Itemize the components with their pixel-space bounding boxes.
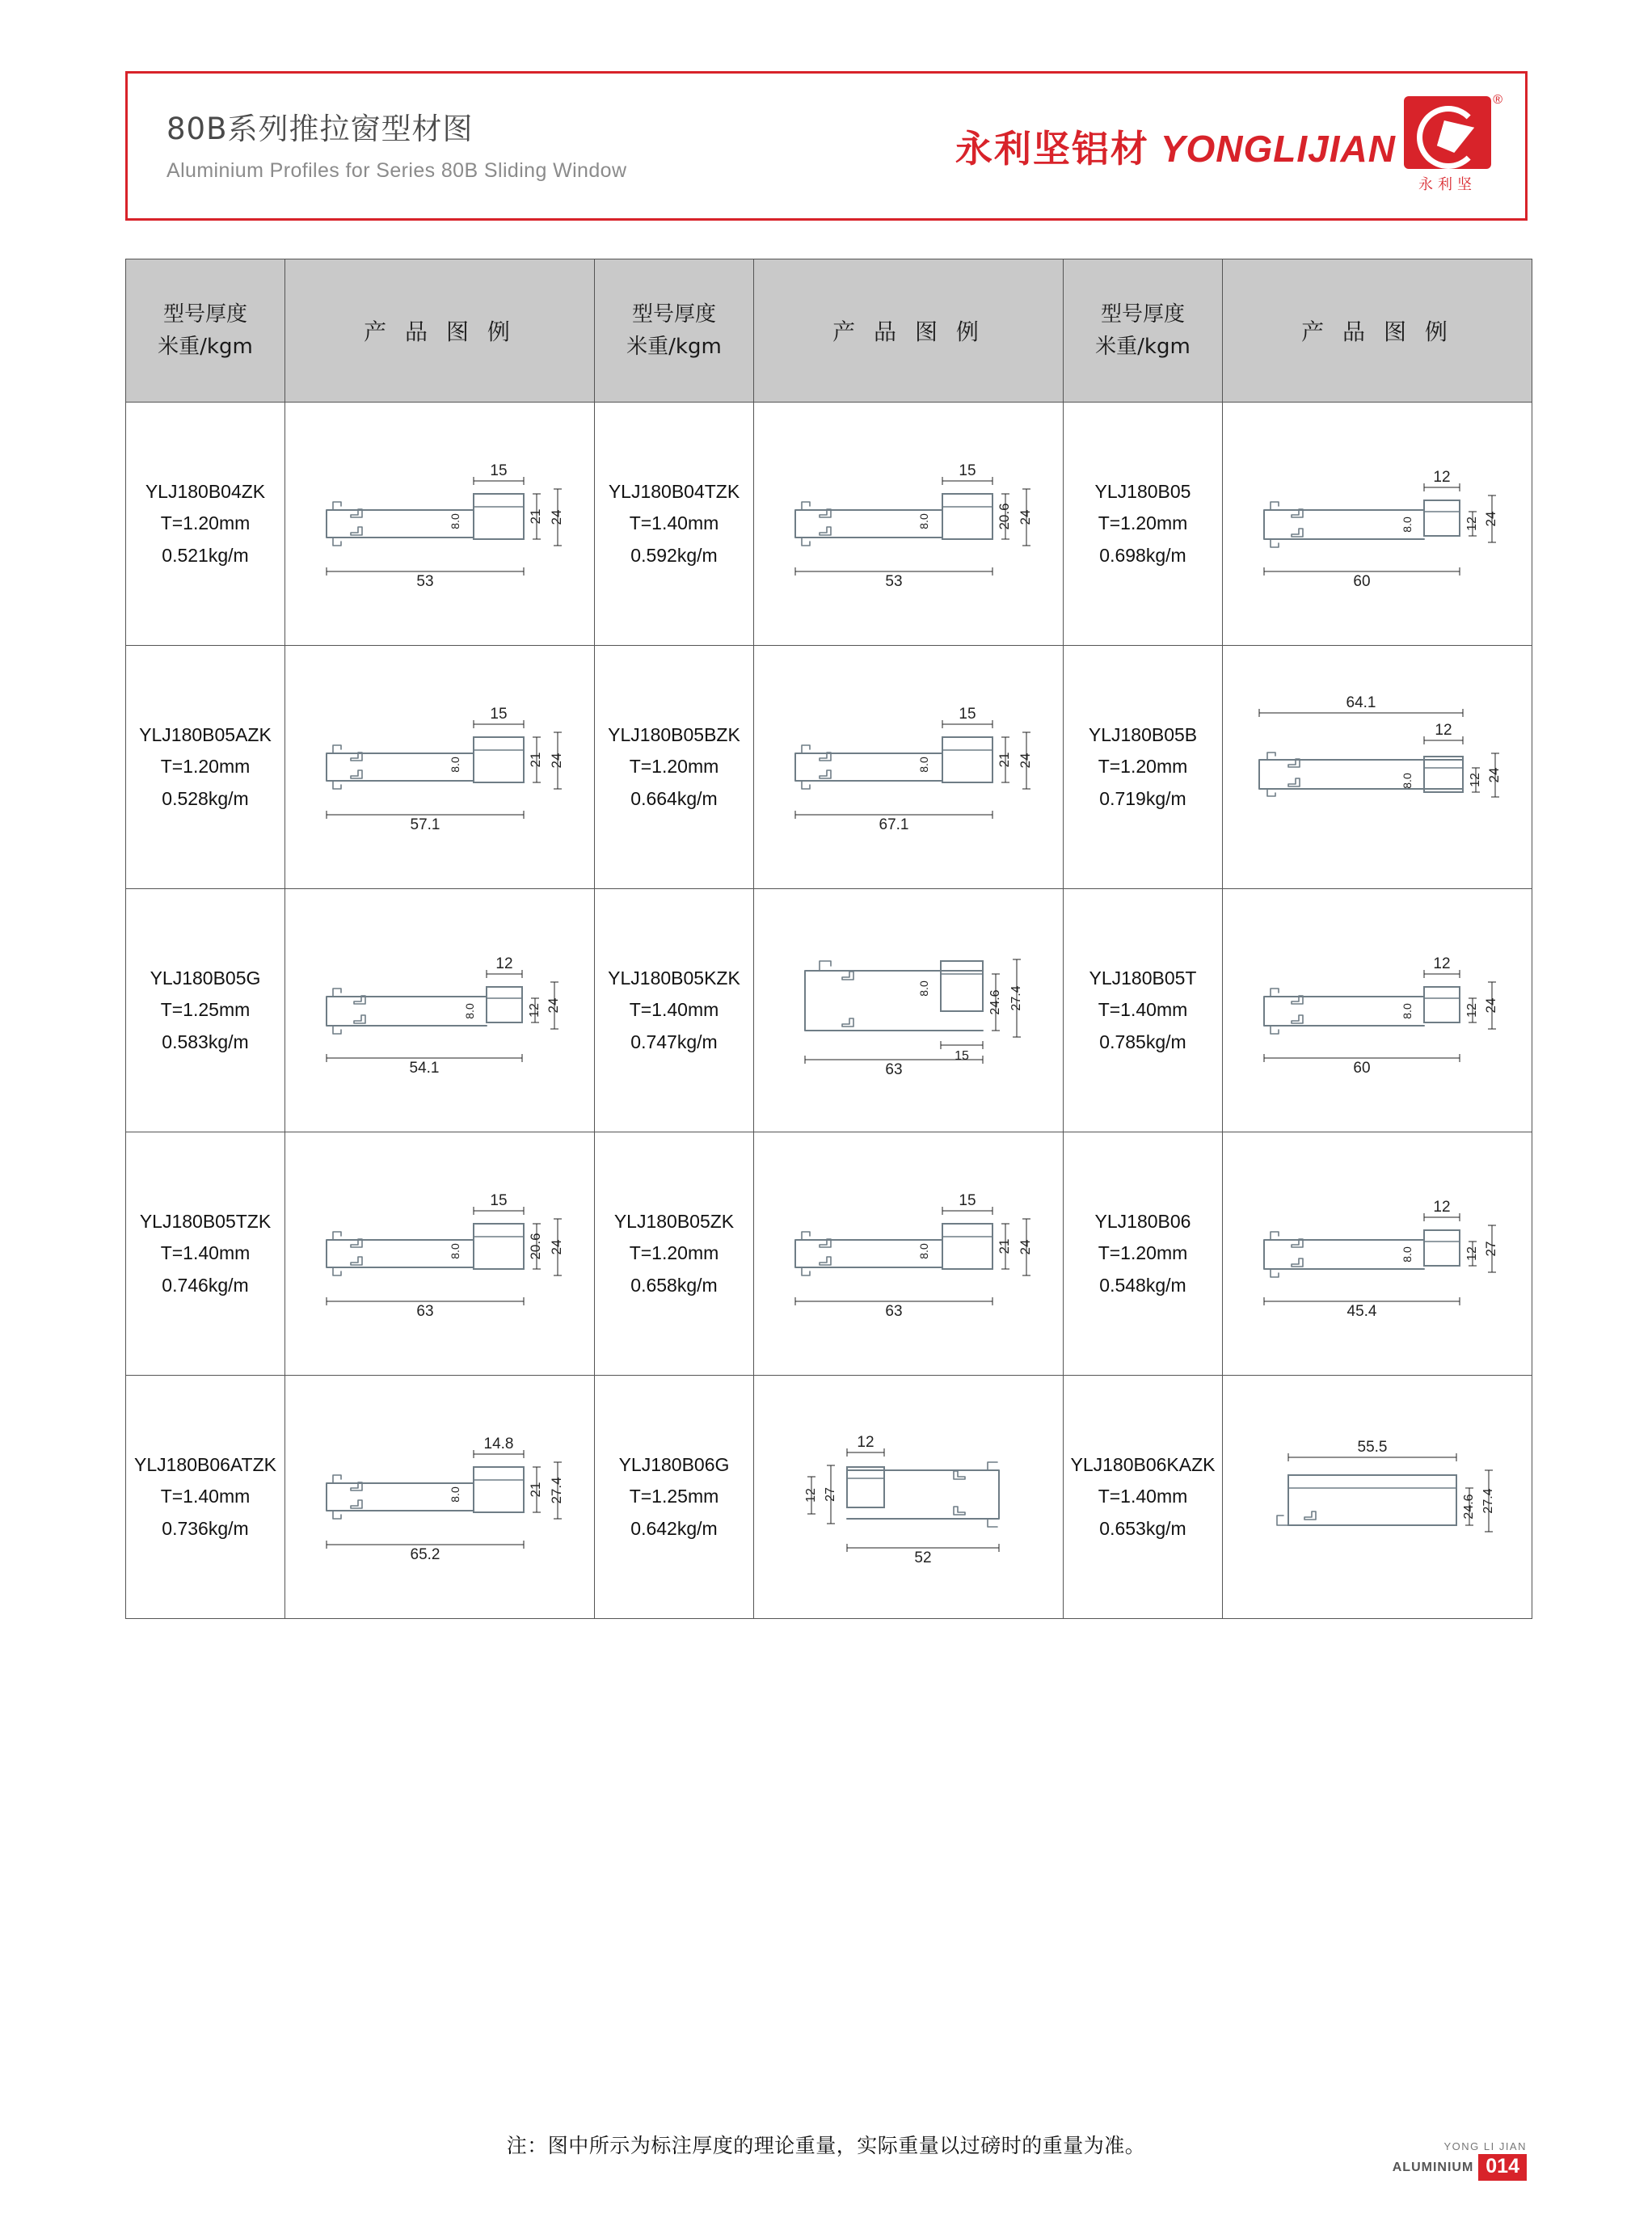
svg-text:24: 24: [1018, 509, 1033, 525]
profile-weight: 0.642kg/m: [630, 1517, 718, 1539]
profile-figure-cell: [754, 1132, 1064, 1376]
profile-spec-cell: [595, 1376, 754, 1619]
profile-cross-section-diagram: [754, 1384, 1063, 1610]
profile-figure-cell: [1223, 1376, 1532, 1619]
profile-cross-section-diagram: [754, 654, 1063, 880]
svg-text:53: 53: [885, 573, 903, 590]
profile-thickness: T=1.25mm: [629, 1486, 719, 1507]
svg-text:63: 63: [416, 1303, 434, 1320]
svg-text:54.1: 54.1: [409, 1060, 440, 1077]
svg-text:24: 24: [546, 997, 561, 1014]
header-figure-label-1: 产 品 图 例: [364, 318, 516, 345]
profile-cross-section-diagram: [754, 1140, 1063, 1367]
profile-model: YLJ180B05BZK: [608, 723, 740, 745]
profile-cross-section-diagram: [285, 1140, 594, 1367]
svg-text:24: 24: [1483, 511, 1498, 527]
profile-weight: 0.719kg/m: [1099, 787, 1186, 809]
profile-cross-section-diagram: [754, 897, 1063, 1124]
svg-text:12: 12: [804, 1488, 818, 1503]
profile-figure-cell: [285, 1376, 595, 1619]
profile-spec-cell: [126, 889, 285, 1132]
profile-figure-cell: [754, 1376, 1064, 1619]
profile-model: YLJ180B05T: [1089, 967, 1197, 989]
svg-text:12: 12: [528, 1003, 542, 1018]
profile-model: YLJ180B06G: [618, 1453, 730, 1475]
profile-thickness: T=1.20mm: [629, 756, 719, 778]
profile-spec-cell: [126, 403, 285, 646]
svg-text:21: 21: [528, 508, 543, 525]
page-title-cn: 80B系列推拉窗型材图: [166, 112, 474, 146]
profile-weight: 0.736kg/m: [162, 1517, 249, 1539]
svg-text:8.0: 8.0: [1401, 1003, 1414, 1019]
table-row: [126, 646, 1532, 889]
svg-text:12: 12: [1465, 1003, 1479, 1018]
svg-text:12: 12: [1465, 516, 1479, 531]
profile-weight: 0.664kg/m: [630, 787, 718, 809]
badge-company: YONG LI JIAN: [1443, 2140, 1527, 2152]
profile-thickness: T=1.20mm: [629, 1242, 719, 1264]
profile-thickness: T=1.20mm: [160, 756, 251, 778]
profile-weight: 0.528kg/m: [162, 787, 249, 809]
svg-text:12: 12: [1433, 955, 1451, 972]
svg-text:55.5: 55.5: [1357, 1439, 1388, 1456]
page-header: [125, 71, 1528, 221]
profile-weight: 0.746kg/m: [162, 1274, 249, 1296]
profile-model: YLJ180B06KAZK: [1070, 1453, 1216, 1475]
svg-text:8.0: 8.0: [463, 1003, 476, 1019]
profile-cross-section-diagram: [285, 1384, 594, 1610]
svg-text:24: 24: [1018, 1239, 1033, 1255]
svg-text:8.0: 8.0: [917, 1243, 930, 1259]
profile-thickness: T=1.20mm: [1098, 756, 1188, 778]
svg-text:8.0: 8.0: [449, 513, 461, 529]
profile-spec-cell: [1064, 889, 1223, 1132]
profile-figure-cell: [754, 889, 1064, 1132]
page-number: 014: [1478, 2154, 1527, 2181]
svg-text:27: 27: [1483, 1241, 1498, 1257]
svg-text:65.2: 65.2: [410, 1546, 440, 1563]
svg-text:8.0: 8.0: [917, 980, 930, 997]
profile-weight: 0.548kg/m: [1099, 1274, 1186, 1296]
profile-thickness: T=1.40mm: [629, 999, 719, 1021]
svg-text:8.0: 8.0: [1401, 516, 1414, 533]
badge-aluminium: ALUMINIUM: [1392, 2160, 1474, 2174]
profile-model: YLJ180B05KZK: [608, 967, 740, 989]
profile-model: YLJ180B04ZK: [145, 480, 266, 502]
profile-model: YLJ180B05AZK: [139, 723, 272, 745]
profile-weight: 0.653kg/m: [1099, 1517, 1186, 1539]
svg-text:8.0: 8.0: [449, 1486, 461, 1503]
profile-cross-section-diagram: [1223, 897, 1532, 1124]
profile-figure-cell: [285, 889, 595, 1132]
profile-weight: 0.592kg/m: [630, 544, 718, 566]
svg-text:12: 12: [495, 955, 513, 972]
profile-figure-cell: [754, 646, 1064, 889]
profile-cross-section-diagram: [1223, 654, 1532, 880]
svg-text:27.4: 27.4: [1009, 985, 1023, 1011]
profile-weight: 0.747kg/m: [630, 1031, 718, 1052]
svg-text:27.4: 27.4: [1481, 1488, 1495, 1514]
svg-text:45.4: 45.4: [1346, 1303, 1377, 1320]
brand-wordmark: [955, 120, 1396, 173]
profile-figure-cell: [285, 646, 595, 889]
profile-weight: 0.521kg/m: [162, 544, 249, 566]
profile-model: YLJ180B06ATZK: [133, 1453, 276, 1475]
profile-thickness: T=1.25mm: [160, 999, 251, 1021]
svg-text:24: 24: [549, 1239, 564, 1255]
profile-cross-section-diagram: [1223, 1384, 1532, 1610]
footer-note: 注：图中所示为标注厚度的理论重量，实际重量以过磅时的重量为准。: [506, 2134, 1146, 2157]
profile-spec-cell: [126, 1376, 285, 1619]
profile-spec-cell: [1064, 403, 1223, 646]
page-title-en: Aluminium Profiles for Series 80B Sliding Window: [166, 159, 627, 182]
svg-text:12: 12: [1469, 773, 1482, 787]
profile-spec-cell: [595, 403, 754, 646]
profile-spec-cell: [595, 1132, 754, 1376]
svg-text:12: 12: [1435, 722, 1452, 739]
svg-text:14.8: 14.8: [483, 1436, 514, 1452]
profile-weight: 0.658kg/m: [630, 1274, 718, 1296]
profile-model: YLJ180B04TZK: [608, 480, 740, 502]
svg-text:24: 24: [549, 753, 564, 769]
profile-cross-section-diagram: [1223, 411, 1532, 637]
profile-figure-cell: [1223, 403, 1532, 646]
profile-thickness: T=1.20mm: [1098, 512, 1188, 534]
brand-name-en: YONGLIJIAN: [1160, 128, 1396, 170]
svg-text:57.1: 57.1: [410, 816, 440, 833]
brand-name-cn: 永利坚铝材: [955, 127, 1149, 171]
table-row: [126, 1132, 1532, 1376]
svg-text:21: 21: [528, 1482, 543, 1498]
profile-thickness: T=1.40mm: [160, 1242, 251, 1264]
profiles-table: [125, 259, 1532, 1619]
profile-model: YLJ180B05: [1094, 480, 1191, 502]
svg-text:21: 21: [997, 1238, 1012, 1254]
svg-text:15: 15: [490, 462, 508, 479]
svg-text:15: 15: [490, 1192, 508, 1209]
svg-text:24: 24: [1486, 767, 1502, 783]
company-logo: [1404, 93, 1504, 200]
header-model-line2: 米重/kgm: [158, 335, 253, 359]
profile-figure-cell: [1223, 889, 1532, 1132]
svg-text:24.6: 24.6: [1462, 1494, 1476, 1520]
svg-text:63: 63: [885, 1303, 903, 1320]
profile-cross-section-diagram: [285, 411, 594, 637]
profile-figure-cell: [1223, 1132, 1532, 1376]
svg-text:52: 52: [914, 1549, 932, 1566]
svg-text:24: 24: [1483, 997, 1498, 1014]
header-figure-label-2: 产 品 图 例: [832, 318, 984, 345]
svg-text:8.0: 8.0: [917, 513, 930, 529]
profile-figure-cell: [285, 1132, 595, 1376]
svg-text:12: 12: [1433, 469, 1451, 486]
logo-mark-icon: [1404, 96, 1491, 169]
header-model-line1-3: 型号厚度: [1100, 301, 1185, 327]
svg-text:53: 53: [416, 573, 434, 590]
svg-text:20.6: 20.6: [997, 503, 1012, 530]
profile-cross-section-diagram: [285, 654, 594, 880]
profile-cross-section-diagram: [285, 897, 594, 1124]
svg-text:64.1: 64.1: [1346, 694, 1376, 711]
profile-cross-section-diagram: [1223, 1140, 1532, 1367]
svg-text:8.0: 8.0: [1401, 773, 1414, 789]
table-head: [126, 259, 1532, 403]
svg-text:63: 63: [885, 1061, 903, 1078]
table-header-row: [126, 259, 1532, 403]
svg-text:21: 21: [528, 752, 543, 768]
profile-spec-cell: [1064, 1376, 1223, 1619]
profile-model: YLJ180B06: [1094, 1210, 1191, 1232]
svg-text:8.0: 8.0: [1401, 1246, 1414, 1263]
profile-model: YLJ180B05G: [150, 967, 261, 989]
header-figure-1: [285, 259, 595, 403]
table-row: [126, 1376, 1532, 1619]
svg-text:15: 15: [959, 462, 976, 479]
svg-text:20.6: 20.6: [528, 1233, 543, 1260]
profile-spec-cell: [595, 889, 754, 1132]
header-figure-2: [754, 259, 1064, 403]
svg-text:15: 15: [490, 706, 508, 723]
header-model-line2-2: 米重/kgm: [626, 335, 722, 359]
profile-thickness: T=1.40mm: [629, 512, 719, 534]
svg-text:60: 60: [1353, 573, 1371, 590]
svg-text:60: 60: [1353, 1060, 1371, 1077]
profile-model: YLJ180B05TZK: [139, 1210, 272, 1232]
header-model-line2-3: 米重/kgm: [1095, 335, 1191, 359]
header-figure-label-3: 产 品 图 例: [1301, 318, 1453, 345]
header-model-line1-2: 型号厚度: [631, 301, 716, 327]
profile-weight: 0.583kg/m: [162, 1031, 249, 1052]
registered-trademark-icon: ®: [1493, 93, 1502, 107]
header-model-3: [1064, 259, 1223, 403]
svg-text:15: 15: [959, 1192, 976, 1209]
svg-text:24.6: 24.6: [988, 989, 1002, 1015]
svg-text:15: 15: [955, 1049, 969, 1063]
profile-spec-cell: [126, 1132, 285, 1376]
logo-subtitle: 永利坚: [1418, 176, 1477, 193]
profile-model: YLJ180B05ZK: [613, 1210, 735, 1232]
profile-spec-cell: [1064, 646, 1223, 889]
table-row: [126, 889, 1532, 1132]
svg-text:8.0: 8.0: [449, 757, 461, 773]
profile-cross-section-diagram: [754, 411, 1063, 637]
svg-text:21: 21: [997, 752, 1012, 768]
profile-thickness: T=1.20mm: [160, 512, 251, 534]
svg-text:24: 24: [1018, 753, 1033, 769]
profile-spec-cell: [126, 646, 285, 889]
profile-model: YLJ180B05B: [1088, 723, 1198, 745]
svg-text:67.1: 67.1: [879, 816, 909, 833]
table-row: [126, 403, 1532, 646]
profile-thickness: T=1.40mm: [1098, 1486, 1188, 1507]
profile-spec-cell: [1064, 1132, 1223, 1376]
profile-figure-cell: [1223, 646, 1532, 889]
footer-badge: [1393, 2140, 1527, 2181]
profile-thickness: T=1.40mm: [160, 1486, 251, 1507]
svg-text:15: 15: [959, 706, 976, 723]
svg-text:8.0: 8.0: [917, 757, 930, 773]
header-titles: [166, 104, 626, 183]
table-body: [126, 403, 1532, 1619]
svg-text:12: 12: [1433, 1199, 1451, 1216]
profile-spec-cell: [595, 646, 754, 889]
svg-text:27: 27: [824, 1487, 837, 1502]
header-figure-3: [1223, 259, 1532, 403]
svg-text:24: 24: [549, 509, 564, 525]
profile-weight: 0.698kg/m: [1099, 544, 1186, 566]
header-model-2: [595, 259, 754, 403]
profile-thickness: T=1.20mm: [1098, 1242, 1188, 1264]
svg-text:8.0: 8.0: [449, 1243, 461, 1259]
svg-text:27.4: 27.4: [549, 1477, 564, 1504]
svg-text:12: 12: [857, 1434, 874, 1451]
svg-text:12: 12: [1465, 1246, 1479, 1261]
header-model-1: [126, 259, 285, 403]
profile-thickness: T=1.40mm: [1098, 999, 1188, 1021]
profile-figure-cell: [754, 403, 1064, 646]
profile-weight: 0.785kg/m: [1099, 1031, 1186, 1052]
header-model-line1: 型号厚度: [162, 301, 247, 327]
profile-figure-cell: [285, 403, 595, 646]
